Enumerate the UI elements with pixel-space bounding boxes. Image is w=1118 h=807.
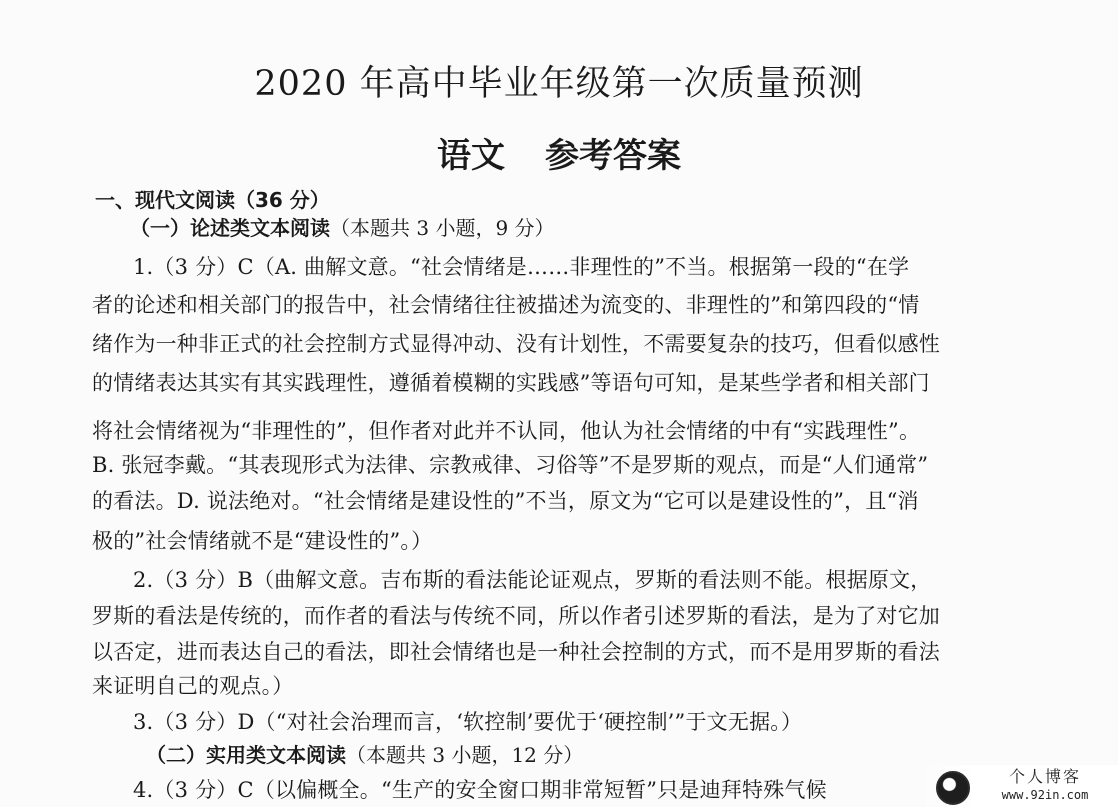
subsection-heading-note: （本题共 3 小题，9 分） [330,216,555,240]
subsection-heading-argumentative [130,213,555,243]
section-heading-modern-reading: 一、现代文阅读（36 分） [95,188,330,212]
answer-line: 罗斯的看法是传统的，而作者的看法与传统不同，所以作者引述罗斯的看法，是为了对它加 [92,604,940,628]
answer-line: 2.（3 分）B（曲解文意。吉布斯的看法能论证观点，罗斯的看法则不能。根据原文， [133,568,932,592]
answer-line: 以否定，进而表达自己的看法，即社会情绪也是一种社会控制的方式，而不是用罗斯的看法 [92,640,940,664]
answer-line: 极的”社会情绪就不是“建设性的”。） [92,529,433,553]
answer-line: 3.（3 分）D（“对社会治理而言，‘软控制’要优于‘硬控制’”于文无据。） [133,710,803,734]
answer-line: 1.（3 分）C（A. 曲解文意。“社会情绪是……非理性的”不当。根据第一段的“在学 [133,255,910,279]
watermark-name: 个人博客 [1008,767,1081,786]
document-title: 2020 年高中毕业年级第一次质量预测 [254,64,864,104]
answer-line: 绪作为一种非正式的社会控制方式显得冲动、没有计划性，不需要复杂的技巧，但看似感性 [92,332,940,356]
answer-line: 4.（3 分）C（以偏概全。“生产的安全窗口期非常短暂”只是迪拜特殊气候 [133,778,827,802]
answer-line: B. 张冠李戴。“其表现形式为法律、宗教戒律、习俗等”不是罗斯的观点，而是“人们通常” [92,453,929,477]
blog-logo-icon [936,771,970,805]
document-subtitle [0,128,1118,177]
watermark-text [976,767,1114,803]
answer-line: 者的论述和相关部门的报告中，社会情绪往往被描述为流变的、非理性的”和第四段的“情 [92,293,920,317]
subject-label: 语文 [437,136,505,176]
watermark-url: www.92in.com [1001,788,1089,802]
subsection-heading-bold: （二）实用类文本阅读 [146,743,346,767]
subsection-heading-note: （本题共 3 小题，12 分） [346,743,584,767]
answer-key-label: 参考答案 [545,136,681,176]
answer-line: 将社会情绪视为“非理性的”，但作者对此并不认同，他认为社会情绪的中有“实践理性”。 [92,419,921,443]
subsection-heading-practical [146,740,583,770]
blog-watermark [918,765,1118,807]
subsection-heading-bold: （一）论述类文本阅读 [130,216,330,240]
answer-line: 的看法。D. 说法绝对。“社会情绪是建设性的”不当，原文为“它可以是建设性的”，且“消 [92,489,919,513]
answer-line: 的情绪表达其实有其实践理性，遵循着模糊的实践感”等语句可知，是某些学者和相关部门 [92,371,930,395]
answer-line: 来证明自己的观点。） [92,674,294,698]
